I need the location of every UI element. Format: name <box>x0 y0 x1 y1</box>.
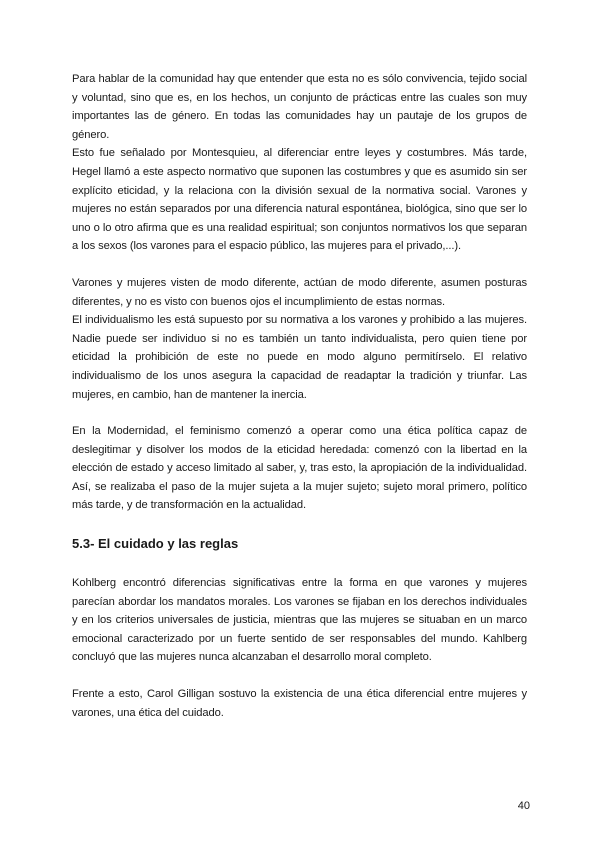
document-page <box>72 70 527 722</box>
paragraph-gap <box>72 256 527 274</box>
paragraph-gilligan: Frente a esto, Carol Gilligan sostuvo la existencia de una ética diferencial entre mujeres y varones, una ética del cuidado. <box>72 688 527 719</box>
paragraph-kohlberg: Kohlberg encontró diferencias significativas entre la forma en que varones y mujeres parecían abordar los mandatos morales. Los varones se fijaban en los derechos individuales y en los criterios universales de justicia, mientras que las mujeres se situaban en un marco emocional caracterizado por un fuerte sentido de ser responsables del mundo. Kahlberg concluyó que las mujeres nunca alcanzaban el desarrollo moral completo. <box>72 577 527 664</box>
paragraph-comunidad: Para hablar de la comunidad hay que entender que esta no es sólo convivencia, tejido social y voluntad, sino que es, en los hechos, un conjunto de prácticas entre las cuales son muy importantes las de género. En todas las comunidades hay un pautaje de los grupos de género. <box>72 73 527 141</box>
page-number: 40 <box>517 800 530 812</box>
paragraph-montesquieu: Esto fue señalado por Montesquieu, al diferenciar entre leyes y costumbres. Más tarde, Hegel llamó a este aspecto normativo que suponen las costumbres y que es asumido sin ser explícito eticidad, y la relaciona con la división sexual de la normativa social. Varones y mujeres no están separados por una diferencia natural espontánea, biológica, sino que ser lo uno o lo otro afirma que es una realidad espiritual; son conjuntos normativos los que separan a los sexos (los varones para el espacio público, las mujeres para el privado,...). <box>72 147 527 253</box>
paragraph-individualismo: El individualismo les está supuesto por su normativa a los varones y prohibido a las mujeres. Nadie puede ser individuo si no es también un tanto individualista, pero quien tiene por eticidad la prohibición de este no puede en modo alguno permitírselo. El relativo individualismo de los unos asegura la capacidad de readaptar la tradición y triunfar. Las mujeres, en cambio, han de mantener la inercia. <box>72 314 527 401</box>
paragraph-vestimenta: Varones y mujeres visten de modo diferente, actúan de modo diferente, asumen posturas diferentes, y no es visto con buenos ojos el incumplimiento de estas normas. <box>72 276 527 308</box>
section-heading: 5.3- El cuidado y las reglas <box>72 536 239 552</box>
paragraph-gap <box>72 667 527 685</box>
paragraph-gap <box>72 555 527 574</box>
paragraph-gap <box>72 404 527 422</box>
paragraph-gap <box>72 515 527 533</box>
paragraph-modernidad: En la Modernidad, el feminismo comenzó a operar como una ética política capaz de deslegitimar y disolver los modos de la eticidad heredada: comenzó con la libertad en la elección de estado y acceso limitado al saber, y, tras esto, la apropiación de la individualidad. Así, se realizaba el paso de la mujer sujeta a la mujer sujeto; sujeto moral primero, político más tarde, y de transformación en la actualidad. <box>72 425 527 512</box>
